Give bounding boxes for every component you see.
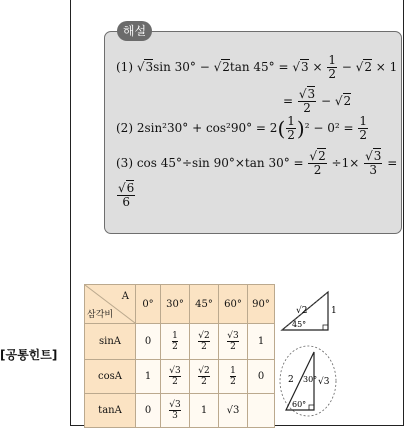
solution-line-2: (2) 2sin²30° + cos²90° = 2( $\frac{1}{2}$ )² − 0² = $\frac{1}{2}$ [116,114,367,142]
table-cell: 0 [136,394,161,428]
table-row [85,360,275,394]
angle-header: 45° [190,285,219,324]
corner-bottom-label: 삼각비 [87,310,114,320]
angle-header: 90° [248,285,275,324]
line2-prefix: (2) [116,121,133,135]
table-cell: 1 [248,324,275,360]
solution-line-1b: = $\frac{√3}{2}$ − √2 [283,87,352,115]
triangle-45-diagram [276,286,338,338]
angle-header: 0° [136,285,161,324]
line3-prefix: (3) [116,156,133,170]
table-cell: 0 [248,360,275,394]
table-cell: 1 [136,360,161,394]
solution-tab: 해설 [117,21,152,41]
tri1-hyp-label: √2 [296,306,308,316]
triangle-30-60-diagram [278,344,340,418]
table-cell: $\frac{√2}{2}$ [190,360,219,394]
table-cell: 0 [136,324,161,360]
solution-line-3b: $\frac{√6}{6}$ [118,181,135,209]
table-corner [85,285,136,324]
tri2-angle-bottom-label: 60° [292,400,307,409]
table-row [85,394,275,428]
tri1-side-label: 1 [331,306,337,316]
tri2-side-label: √3 [318,377,330,387]
line1-prefix: (1) [116,60,133,74]
corner-top-label: A [121,291,129,302]
table-cell: $\frac{1}{2}$ [161,324,190,360]
row-header-cos: cosA [85,360,136,394]
table-cell: √3 [219,394,248,428]
table-row [85,324,275,360]
tri2-hyp-label: 2 [288,375,294,385]
trig-table [84,284,275,428]
tri2-angle-top-label: 30° [303,375,318,384]
angle-header: 30° [161,285,190,324]
row-header-tan: tanA [85,394,136,428]
table-cell: $\frac{1}{2}$ [219,360,248,394]
row-header-sin: sinA [85,324,136,360]
solution-line-3: (3) cos 45°÷sin 90°×tan 30° = $\frac{√2}{2}$ ÷1× $\frac{√3}{3}$ = [116,149,398,177]
solution-line-1: (1) √3sin 30° − √2tan 45° = √3 × $\frac{1}{2}$ − √2 × 1 [116,53,398,81]
hint-label: [공통힌트] [0,348,58,362]
table-cell: $\frac{√3}{2}$ [219,324,248,360]
tri1-angle-label: 45° [292,320,307,329]
table-cell: $\frac{√3}{2}$ [161,360,190,394]
table-cell: $\frac{√2}{2}$ [190,324,219,360]
table-cell: 1 [190,394,219,428]
table-cell: $\frac{√3}{3}$ [161,394,190,428]
angle-header: 60° [219,285,248,324]
table-cell [248,394,275,428]
